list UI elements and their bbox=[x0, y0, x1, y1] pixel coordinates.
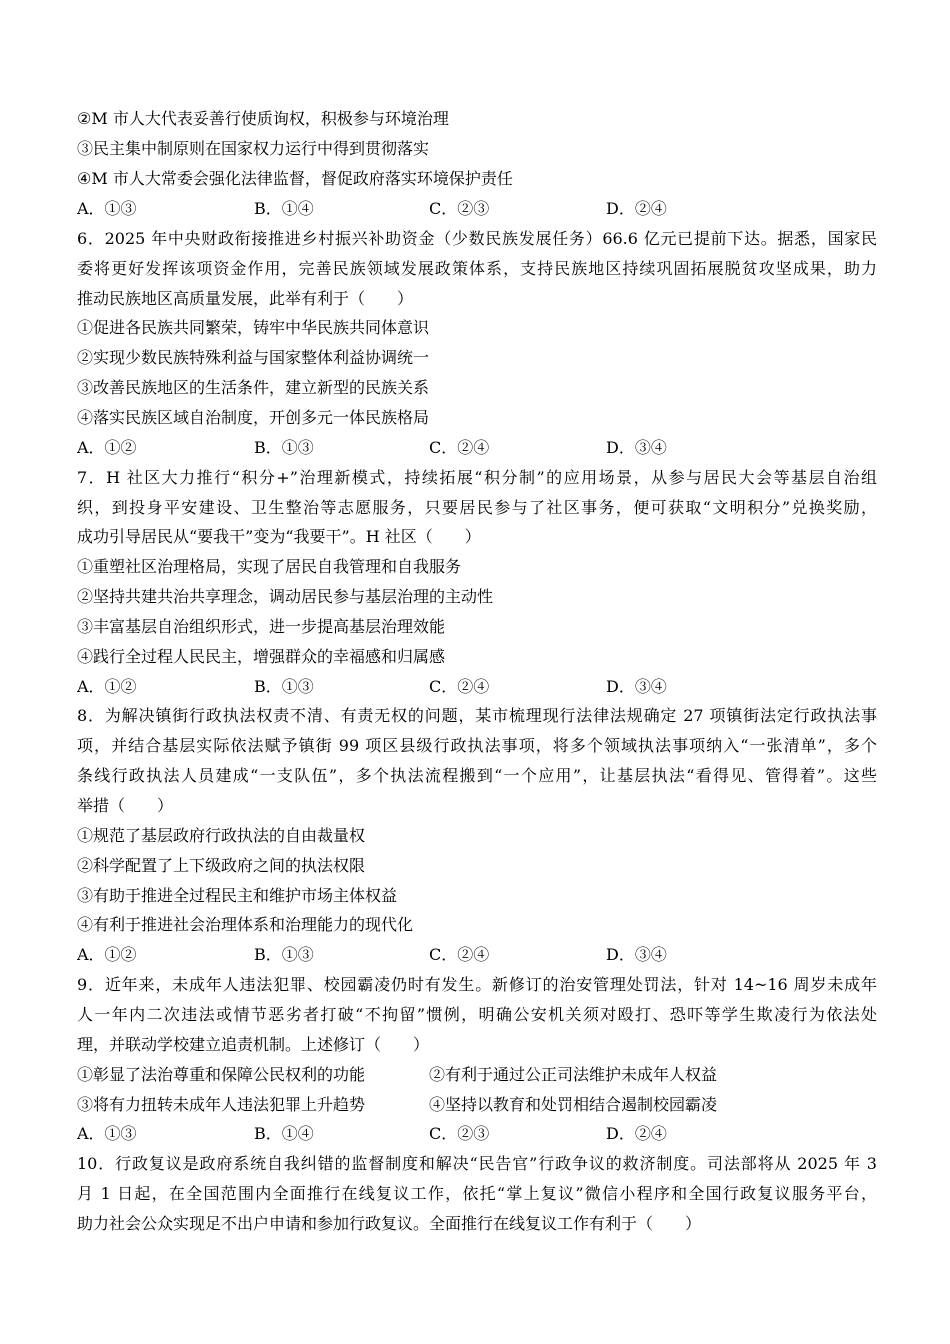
question-10-stem: 10．行政复议是政府系统自我纠错的监督制度和解决“民告官”行政争议的救济制度。司法部将从 2025 年 3 bbox=[77, 1154, 877, 1173]
question-10-stem: 助力社会公众实现足不出户申请和参加行政复议。全面推行在线复议工作有利于（ ） bbox=[77, 1214, 702, 1233]
option-line: ③丰富基层自治组织形式，进一步提高基层治理效能 bbox=[77, 617, 446, 636]
option-line: ②M 市人大代表妥善行使质询权，积极参与环境治理 bbox=[77, 109, 449, 128]
answer-b: B．①③ bbox=[254, 945, 314, 964]
question-6-stem: 委将更好发挥该项资金作用，完善民族领域发展政策体系，支持民族地区持续巩固拓展脱贫攻坚成果，助力 bbox=[77, 259, 877, 278]
answer-a: A．①② bbox=[77, 945, 137, 964]
answer-c: C．②④ bbox=[429, 945, 490, 964]
option-line: ③将有力扭转未成年人违法犯罪上升趋势 bbox=[77, 1095, 366, 1114]
option-line: ①促进各民族共同繁荣，铸牢中华民族共同体意识 bbox=[77, 318, 430, 337]
question-8-stem: 8．为解决镇街行政执法权责不清、有责无权的问题，某市梳理现行法律法规确定 27 项镇街法定行政执法事 bbox=[77, 706, 877, 725]
answer-b: B．①④ bbox=[254, 199, 314, 218]
option-line: ①规范了基层政府行政执法的自由裁量权 bbox=[77, 826, 366, 845]
answer-a: A．①② bbox=[77, 438, 137, 457]
answer-c: C．②③ bbox=[429, 199, 490, 218]
answer-d: D．②④ bbox=[606, 199, 667, 218]
option-line: ②坚持共建共治共享理念，调动居民参与基层治理的主动性 bbox=[77, 587, 494, 606]
option-line: ②实现少数民族特殊利益与国家整体利益协调统一 bbox=[77, 348, 430, 367]
answer-b: B．①③ bbox=[254, 677, 314, 696]
question-7-stem: 织，到投身平安建设、卫生整治等志愿服务，只要居民参与了社区事务，便可获取“文明积分”兑换奖励， bbox=[77, 498, 877, 517]
question-9-stem: 理，并联动学校建立追责机制。上述修订（ ） bbox=[77, 1035, 430, 1054]
question-9-stem: 人一年内二次违法或情节恶劣者打破“不拘留”惯例，明确公安机关须对殴打、恐吓等学生欺凌行为依法处 bbox=[77, 1005, 877, 1024]
answer-b: B．①④ bbox=[254, 1124, 314, 1143]
answer-c: C．②④ bbox=[429, 677, 490, 696]
answer-a: A．①② bbox=[77, 677, 137, 696]
question-7-stem: 7．H 社区大力推行“积分+”治理新模式，持续拓展“积分制”的应用场景，从参与居民大会等基层自治组 bbox=[77, 468, 877, 487]
answer-d: D．③④ bbox=[606, 438, 667, 457]
option-line: ③有助于推进全过程民主和维护市场主体权益 bbox=[77, 886, 398, 905]
question-9-stem: 9．近年来，未成年人违法犯罪、校园霸凌仍时有发生。新修订的治安管理处罚法，针对 14~16 周岁未成年 bbox=[77, 975, 877, 994]
answer-d: D．③④ bbox=[606, 945, 667, 964]
answer-c: C．②③ bbox=[429, 1124, 490, 1143]
option-line: ②科学配置了上下级政府之间的执法权限 bbox=[77, 856, 366, 875]
option-line: ④落实民族区域自治制度，开创多元一体民族格局 bbox=[77, 408, 430, 427]
option-line: ④践行全过程人民民主，增强群众的幸福感和归属感 bbox=[77, 647, 446, 666]
option-line: ④坚持以教育和处罚相结合遏制校园霸凌 bbox=[429, 1095, 718, 1114]
option-line: ③民主集中制原则在国家权力运行中得到贯彻落实 bbox=[77, 139, 430, 158]
question-8-stem: 举措（ ） bbox=[77, 796, 174, 815]
option-line: ①重塑社区治理格局，实现了居民自我管理和自我服务 bbox=[77, 557, 462, 576]
option-line: ②有利于通过公正司法维护未成年人权益 bbox=[429, 1065, 718, 1084]
question-6-stem: 6．2025 年中央财政衔接推进乡村振兴补助资金（少数民族发展任务）66.6 亿元已提前下达。据悉，国家民 bbox=[77, 229, 877, 248]
answer-a: A．①③ bbox=[77, 199, 137, 218]
answer-b: B．①③ bbox=[254, 438, 314, 457]
option-line: ④M 市人大常委会强化法律监督，督促政府落实环境保护责任 bbox=[77, 169, 513, 188]
answer-d: D．③④ bbox=[606, 677, 667, 696]
question-10-stem: 月 1 日起，在全国范围内全面推行在线复议工作，依托“掌上复议”微信小程序和全国行政复议服务平台， bbox=[77, 1184, 877, 1203]
answer-d: D．②④ bbox=[606, 1124, 667, 1143]
option-line: ④有利于推进社会治理体系和治理能力的现代化 bbox=[77, 915, 414, 934]
question-6-stem: 推动民族地区高质量发展，此举有利于（ ） bbox=[77, 289, 414, 308]
answer-c: C．②④ bbox=[429, 438, 490, 457]
question-8-stem: 项，并结合基层实际依法赋予镇街 99 项区县级行政执法事项，将多个领域执法事项纳入“一张清单”，多个 bbox=[77, 736, 877, 755]
option-line: ①彰显了法治尊重和保障公民权利的功能 bbox=[77, 1065, 366, 1084]
answer-a: A．①③ bbox=[77, 1124, 137, 1143]
question-7-stem: 成功引导居民从“要我干”变为“我要干”。H 社区（ ） bbox=[77, 527, 481, 546]
option-line: ③改善民族地区的生活条件，建立新型的民族关系 bbox=[77, 378, 430, 397]
question-8-stem: 条线行政执法人员建成“一支队伍”，多个执法流程搬到“一个应用”，让基层执法“看得见、管得着”。这些 bbox=[77, 766, 877, 785]
